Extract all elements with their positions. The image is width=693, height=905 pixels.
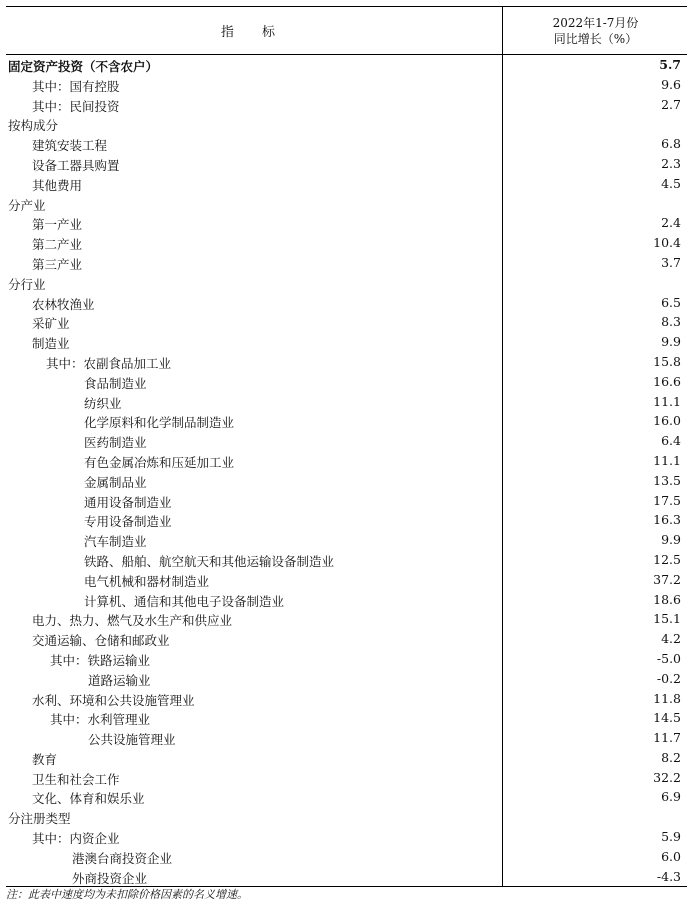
table-row [6,807,687,827]
table-row [6,352,687,372]
row-label: 计算机、通信和其他电子设备制造业 [84,593,285,609]
table-row [6,293,687,313]
row-label: 分行业 [8,276,46,292]
row-value: 16.3 [653,512,681,528]
table-row [6,847,687,867]
table-row [6,55,687,75]
table-row [6,154,687,174]
table-row [6,590,687,610]
table-note: 注：此表中速度均为未扣除价格因素的名义增速。 [6,888,248,901]
growth-header [502,7,688,54]
row-label: 其中：农副食品加工业 [46,355,172,371]
table-row [6,689,687,709]
table-row [6,867,687,887]
row-label: 卫生和社会工作 [32,771,120,787]
row-value: 15.1 [653,611,681,627]
table-header [6,6,687,55]
row-value: 37.2 [653,571,681,587]
row-value: 6.8 [661,136,681,152]
table-row [6,372,687,392]
row-label: 医药制造业 [84,435,147,451]
row-label: 第一产业 [32,217,83,233]
table-row [6,570,687,590]
period-label: 2022年1-7月份 [552,15,639,30]
row-label: 铁路、船舶、航空航天和其他运输设备制造业 [84,553,335,569]
row-label: 道路运输业 [88,672,151,688]
row-value: 18.6 [653,591,681,607]
row-label: 固定资产投资（不含农户） [8,59,159,74]
row-label: 其中：水利管理业 [50,712,151,728]
row-value: 11.7 [653,730,681,746]
row-label: 电气机械和器材制造业 [84,573,210,589]
row-value: 13.5 [653,472,681,488]
row-label: 电力、热力、燃气及水生产和供应业 [32,613,233,629]
row-value: 6.0 [661,848,681,864]
row-value: 16.6 [653,373,681,389]
row-value: 4.5 [661,175,681,191]
row-value: 32.2 [653,769,681,785]
row-value: 2.4 [661,215,681,231]
row-label: 有色金属冶炼和压延加工业 [84,454,235,470]
row-label: 食品制造业 [84,375,147,391]
row-label: 其中：民间投资 [32,98,120,114]
row-value: 9.9 [661,532,681,548]
table-row [6,530,687,550]
row-label: 第三产业 [32,256,83,272]
row-value: 5.9 [661,829,681,845]
row-value: 9.9 [661,334,681,350]
row-value: 4.2 [661,631,681,647]
table-row [6,649,687,669]
table-row [6,273,687,293]
table-row [6,491,687,511]
table-row [6,708,687,728]
table-row [6,451,687,471]
table-row [6,392,687,412]
table-row [6,134,687,154]
row-label: 文化、体育和娱乐业 [32,791,145,807]
row-label: 分产业 [8,197,46,213]
row-label: 教育 [32,751,58,767]
row-value: -4.3 [656,868,681,884]
table-row [6,510,687,530]
row-label: 水利、环境和公共设施管理业 [32,692,195,708]
row-label: 农林牧渔业 [32,296,95,312]
row-label: 按构成分 [8,118,59,134]
row-label: 纺织业 [84,395,122,411]
row-label: 建筑安装工程 [32,138,108,154]
table-row [6,431,687,451]
table-row [6,213,687,233]
table-row [6,233,687,253]
row-value: 3.7 [661,254,681,270]
row-label: 交通运输、仓储和邮政业 [32,633,170,649]
row-label: 通用设备制造业 [84,494,172,510]
table-body [6,55,687,887]
row-value: -5.0 [656,650,681,666]
row-label: 港澳台商投资企业 [72,850,173,866]
table-row [6,332,687,352]
row-value: 11.8 [653,690,681,706]
table-row [6,787,687,807]
investment-table [6,6,687,887]
row-label: 其中：国有控股 [32,78,120,94]
table-row [6,768,687,788]
table-row [6,253,687,273]
row-label: 分注册类型 [8,811,71,827]
row-label: 其他费用 [32,177,83,193]
row-label: 金属制品业 [84,474,147,490]
table-row [6,609,687,629]
row-value: 11.1 [653,452,681,468]
row-value: 11.1 [653,393,681,409]
row-value: 14.5 [653,710,681,726]
table-row [6,629,687,649]
row-value: 16.0 [653,413,681,429]
row-value: 5.7 [659,57,681,72]
table-row [6,95,687,115]
growth-label: 同比增长（%） [553,31,638,46]
table-row [6,75,687,95]
row-value: 9.6 [661,76,681,92]
table-row [6,174,687,194]
row-value: 6.5 [661,294,681,310]
row-value: 2.3 [661,155,681,171]
table-row [6,748,687,768]
table-row [6,411,687,431]
row-value: 12.5 [653,551,681,567]
row-value: -0.2 [656,670,681,686]
indicator-header: 指 标 [220,25,288,40]
row-label: 专用设备制造业 [84,514,172,530]
row-label: 公共设施管理业 [88,732,176,748]
row-label: 汽车制造业 [84,534,147,550]
table-row [6,194,687,214]
row-value: 8.3 [661,314,681,330]
row-label: 设备工器具购置 [32,157,120,173]
row-label: 制造业 [32,336,70,352]
table-row [6,550,687,570]
table-row [6,728,687,748]
row-value: 15.8 [653,353,681,369]
row-label: 其中：铁路运输业 [50,652,151,668]
row-label: 化学原料和化学制品制造业 [84,415,235,431]
table-row [6,669,687,689]
row-value: 6.9 [661,789,681,805]
row-label: 采矿业 [32,316,70,332]
row-value: 6.4 [661,433,681,449]
row-value: 2.7 [661,96,681,112]
row-label: 其中：内资企业 [32,831,120,847]
row-label: 外商投资企业 [72,870,148,886]
table-row [6,312,687,332]
row-value: 17.5 [653,492,681,508]
row-value: 8.2 [661,749,681,765]
table-row [6,827,687,847]
row-value: 10.4 [653,235,681,251]
table-row [6,114,687,134]
row-label: 第二产业 [32,237,83,253]
table-row [6,471,687,491]
